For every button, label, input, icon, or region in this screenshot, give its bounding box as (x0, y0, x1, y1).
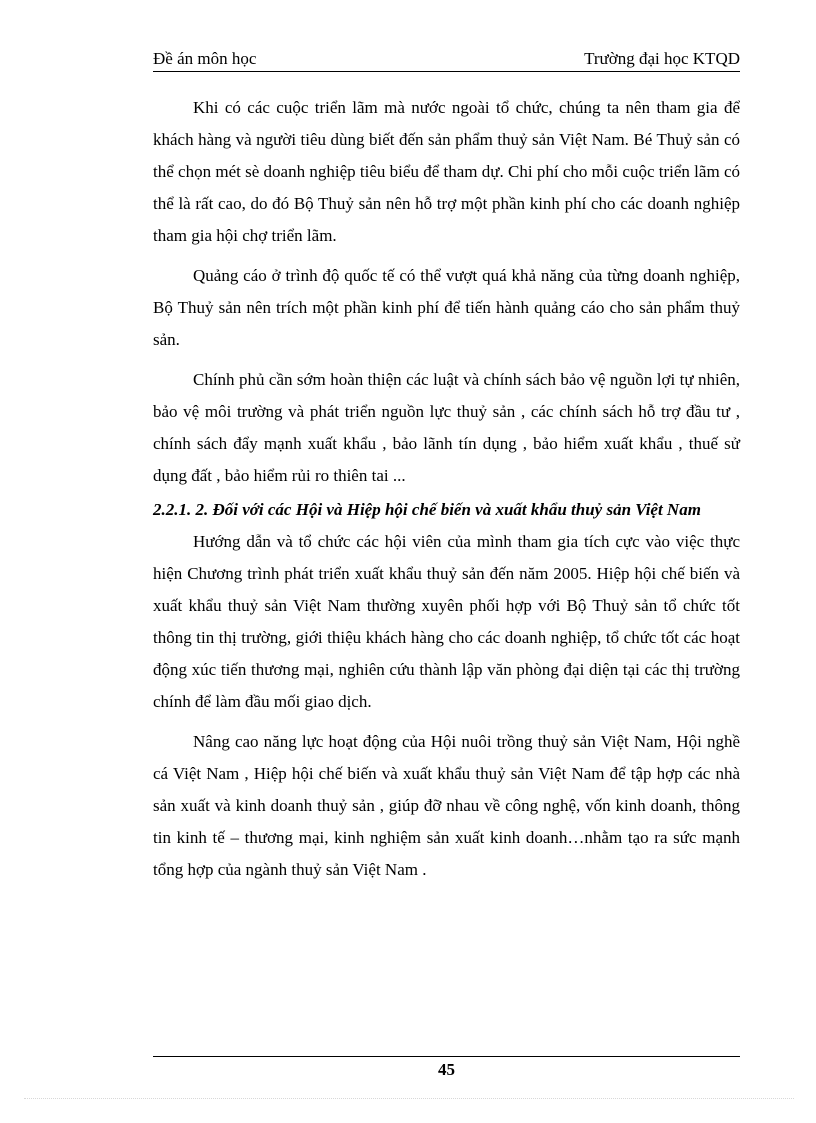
document-body (153, 92, 740, 894)
paragraph-exhibitions: Khi có các cuộc triển lãm mà nước ngoài tổ chức, chúng ta nên tham gia để khách hàng và người tiêu dùng biết đến sản phẩm thuỷ sản Việt Nam. Bé Thuỷ sản có thể chọn mét sè doanh nghiệp tiêu biểu để tham dự. Chi phí cho mỗi cuộc triển lãm có thể là rất cao, do đó Bộ Thuỷ sản nên hỗ trợ một phần kinh phí cho các doanh nghiệp tham gia hội chợ triển lãm. (153, 98, 740, 245)
paragraph-association-guidance: Hướng dẫn và tổ chức các hội viên của mình tham gia tích cực vào việc thực hiện Chương trình phát triển xuất khẩu thuỷ sản đến năm 2005. Hiệp hội chế biến và xuất khẩu thuỷ sản Việt Nam thường xuyên phối hợp với Bộ Thuỷ sản tổ chức tốt thông tin thị trường, giới thiệu khách hàng cho các doanh nghiệp, tổ chức tốt các hoạt động xúc tiến thương mại, nghiên cứu thành lập văn phòng đại diện tại các thị trường chính để làm đầu mối giao dịch. (153, 532, 740, 711)
footer-divider (153, 1056, 740, 1057)
header-course-title: Đề án môn học (153, 49, 257, 68)
header-university: Trường đại học KTQD (584, 49, 740, 68)
page-edge-dotted-line (24, 1098, 794, 1099)
paragraph-capacity-building: Nâng cao năng lực hoạt động của Hội nuôi trồng thuỷ sản Việt Nam, Hội nghề cá Việt Nam , Hiệp hội chế biến và xuất khẩu thuỷ sản Việt Nam để tập hợp các nhà sản xuất và kinh doanh thuỷ sản , giúp đỡ nhau về công nghệ, vốn kinh doanh, thông tin kinh tế – thương mại, kinh nghiệm sản xuất kinh doanh…nhằm tạo ra sức mạnh tổng hợp của ngành thuỷ sản Việt Nam . (153, 732, 740, 879)
paragraph-government-policy: Chính phủ cần sớm hoàn thiện các luật và chính sách bảo vệ nguồn lợi tự nhiên, bảo vệ môi trường và phát triển nguồn lực thuỷ sản , các chính sách hỗ trợ đầu tư , chính sách đẩy mạnh xuất khẩu , bảo lãnh tín dụng , bảo hiểm xuất khẩu , thuế sử dụng đất , bảo hiểm rủi ro thiên tai ... (153, 370, 740, 485)
paragraph-advertising: Quảng cáo ở trình độ quốc tế có thể vượt quá khả năng của từng doanh nghiệp, Bộ Thuỷ sản nên trích một phần kinh phí để tiến hành quảng cáo cho sản phẩm thuỷ sản. (153, 266, 740, 349)
page-header (153, 48, 740, 72)
section-heading: 2.2.1. 2. Đối với các Hội và Hiệp hội chế biến và xuất khẩu thuỷ sản Việt Nam (153, 500, 701, 519)
page-number: 45 (438, 1060, 455, 1079)
